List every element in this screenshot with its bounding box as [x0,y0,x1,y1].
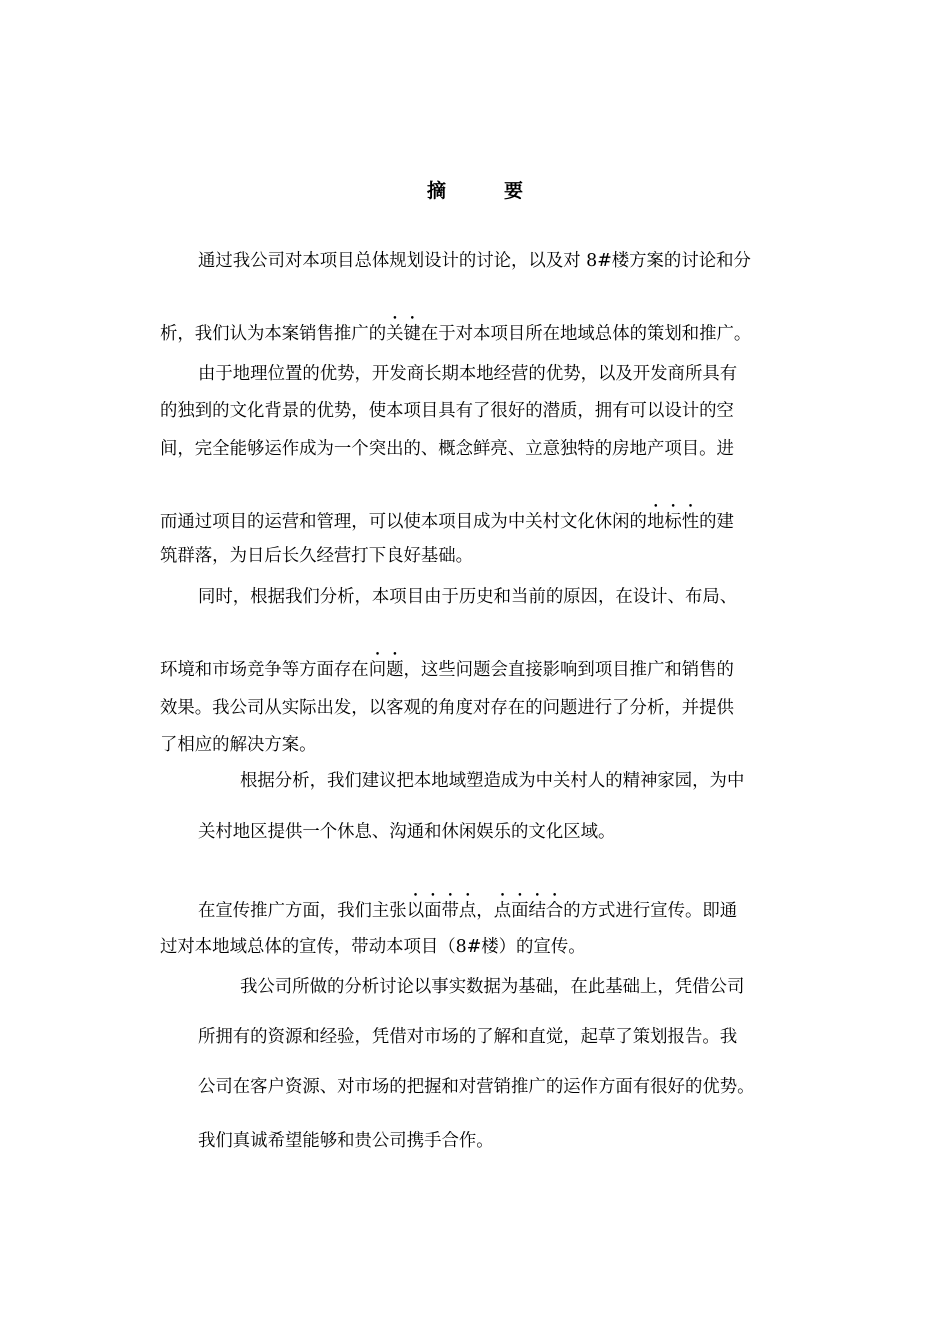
emphasis-point-area: 点面结合 [493,901,564,921]
emphasis-area-to-point: 以面带点 [406,901,477,921]
abstract-line-1: 通过我公司对本项目总体规划设计的讨论，以及对 8#楼方案的讨论和分 [198,251,751,271]
abstract-line-15: 过对本地域总体的宣传，带动本项目（8#楼）的宣传。 [160,937,586,957]
emphasis-problem: 问题 [368,660,404,680]
abstract-line-18: 公司在客户资源、对市场的把握和对营销推广的运作方面有很好的优势。 [198,1077,755,1097]
abstract-line-10: 效果。我公司从实际出发，以客观的角度对存在的问题进行了分析，并提供 [160,698,734,718]
abstract-line-11: 了相应的解决方案。 [160,735,317,755]
abstract-line-2: 析，我们认为本案销售推广的关键在于对本项目所在地域总体的策划和推广。 [160,324,752,344]
title-char-1: 摘 [426,180,446,202]
abstract-line-16: 我公司所做的分析讨论以事实数据为基础，在此基础上，凭借公司 [240,977,745,997]
abstract-line-9: 环境和市场竞争等方面存在问题，这些问题会直接影响到项目推广和销售的 [160,660,734,680]
abstract-line-4: 的独到的文化背景的优势，使本项目具有了很好的潜质，拥有可以设计的空 [160,401,734,421]
abstract-line-13: 关村地区提供一个休息、沟通和休闲娱乐的文化区域。 [198,822,616,842]
abstract-line-12: 根据分析，我们建议把本地域塑造成为中关村人的精神家园，为中 [240,771,745,791]
abstract-line-17: 所拥有的资源和经验，凭借对市场的了解和直觉，起草了策划报告。我 [198,1027,738,1047]
abstract-line-19: 我们真诚希望能够和贵公司携手合作。 [198,1131,494,1151]
abstract-line-5: 间，完全能够运作成为一个突出的、概念鲜亮、立意独特的房地产项目。进 [160,439,734,459]
abstract-line-7: 筑群落，为日后长久经营打下良好基础。 [160,546,474,566]
page-title [0,176,950,203]
emphasis-landmark: 地标性 [646,512,700,532]
abstract-line-14: 在宣传推广方面，我们主张以面带点，点面结合的方式进行宣传。即通 [198,901,738,921]
emphasis-key: 关键 [386,324,421,344]
abstract-line-3: 由于地理位置的优势，开发商长期本地经营的优势，以及开发商所具有 [198,364,738,384]
abstract-line-6: 而通过项目的运营和管理，可以使本项目成为中关村文化休闲的地标性的建 [160,512,734,532]
abstract-line-8: 同时，根据我们分析，本项目由于历史和当前的原因，在设计、布局、 [198,587,738,607]
title-char-2: 要 [504,180,524,202]
